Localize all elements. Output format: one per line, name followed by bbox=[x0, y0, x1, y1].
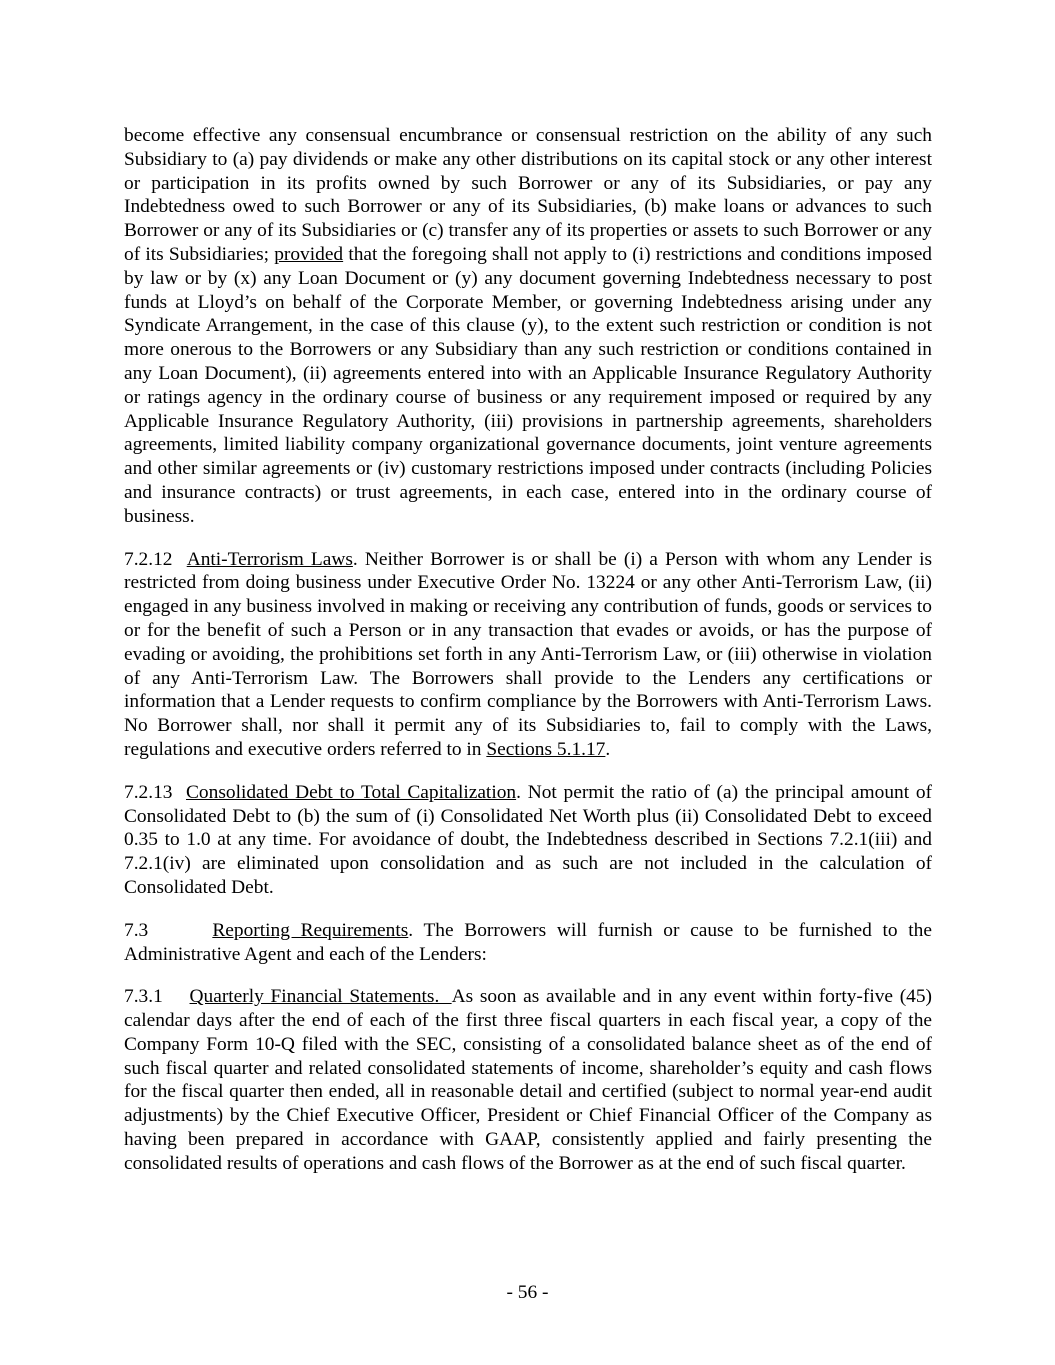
paragraph-text: . bbox=[605, 738, 611, 760]
section-heading: Quarterly Financial Statements bbox=[189, 986, 435, 1008]
section-heading: Reporting Requirements bbox=[212, 919, 409, 941]
section-7-2-12 bbox=[124, 548, 932, 762]
paragraph-restrictions-continued bbox=[124, 124, 932, 529]
paragraph-text: that the foregoing shall not apply to (i) restrictions and conditions imposed by law or by (x) any Loan Document or (y) any document governing Indebtedness necessary to post funds at Lloyd’s on behalf of the Corporate Member, or governing Indebtedness arising under any Syndicate Arrangement, in the case of this clause (y), to the extent such restriction or condition is not more onerous to the Borrowers or any Subsidiary than any such restriction or conditions contained in any Loan Document), (ii) agreements entered into with an Applicable Insurance Regulatory Authority or ratings agency in the ordinary course of business or any requirement imposed or required by any Applicable Insurance Regulatory Authority, (iii) provisions in partnership agreements, shareholders agreements, limited liability company organizational governance documents, joint venture agreements and other similar agreements or (iv) customary restrictions imposed under contracts (including Policies and insurance contracts) or trust agreements, in each case, entered into in the ordinary course of business. bbox=[124, 243, 932, 527]
section-number: 7.3.1 bbox=[124, 986, 163, 1008]
paragraph-text: . The Borrowers will furnish or cause to be furnished to the Administrative Agent and each of the Lenders: bbox=[124, 919, 932, 965]
paragraph-text: . Neither Borrower is or shall be (i) a Person with whom any Lender is restricted from doing business under Executive Order No. 13224 or any other Anti-Terrorism Law, (ii) engaged in any business involved in making or receiving any contribution of funds, goods or services to or for the benefit of such a Person or in any transaction that evades or avoids, or has the purpose of evading or avoiding, the prohibitions set forth in any Anti-Terrorism Law, or (iii) otherwise in violation of any Anti-Terrorism Law. The Borrowers shall provide to the Lenders any certifications or information that a Lender requests to confirm compliance by the Borrowers with Anti-Terrorism Laws. No Borrower shall, nor shall it permit any of its Subsidiaries to, fail to comply with the Laws, regulations and executive orders referred to in bbox=[124, 548, 933, 760]
paragraph-text: . Not permit the ratio of (a) the principal amount of Consolidated Debt to (b) the sum of (i) Consolidated Net Worth plus (ii) Consolidated Debt to exceed 0.35 to 1.0 at any time. For avoidance of doubt, the Indebtedness described in Sections 7.2.1(iii) and 7.2.1(iv) are eliminated upon consolidation and as such are not included in the calculation of Consolidated Debt. bbox=[124, 781, 932, 898]
page-number: - 56 - bbox=[506, 1282, 549, 1303]
section-7-2-13 bbox=[124, 781, 932, 900]
section-reference: Sections 5.1.17 bbox=[486, 738, 606, 760]
document-body bbox=[124, 124, 932, 1195]
section-7-3-1 bbox=[124, 985, 932, 1175]
section-heading-tail: . bbox=[434, 986, 452, 1008]
paragraph-text: As soon as available and in any event within forty-five (45) calendar days after the end of each of the first three fiscal quarters in each fiscal year, a copy of the Company Form 10-Q filed with the SEC, consisting of a consolidated balance sheet as of the end of such fiscal quarter and related consolidated statements of income, shareholder’s equity and cash flows for the fiscal quarter then ended, all in reasonable detail and certified (subject to normal year-end audit adjustments) by the Chief Executive Officer, President or Chief Financial Officer of the Company as having been prepared in accordance with GAAP, consistently applied and fairly presenting the consolidated results of operations and cash flows of the Borrower as at the end of such fiscal quarter. bbox=[124, 986, 933, 1174]
section-7-3 bbox=[124, 919, 932, 967]
provided-term: provided bbox=[274, 243, 344, 265]
paragraph-text: become effective any consensual encumbrance or consensual restriction on the ability of any such Subsidiary to (a) pay dividends or make any other distributions on its capital stock or any other interest or participation in its profits owned by such Borrower or any of its Subsidiaries, or pay any Indebtedness owed to such Borrower or any of its Subsidiaries, (b) make loans or advances to such Borrower or any of its Subsidiaries or (c) transfer any of its properties or assets to such Borrower or any of its Subsidiaries; bbox=[124, 125, 932, 265]
section-heading: Anti-Terrorism Laws bbox=[186, 548, 353, 570]
section-number: 7.3 bbox=[124, 919, 149, 941]
section-number: 7.2.13 bbox=[124, 781, 173, 803]
section-heading: Consolidated Debt to Total Capitalization bbox=[186, 781, 517, 803]
section-number: 7.2.12 bbox=[124, 548, 173, 570]
